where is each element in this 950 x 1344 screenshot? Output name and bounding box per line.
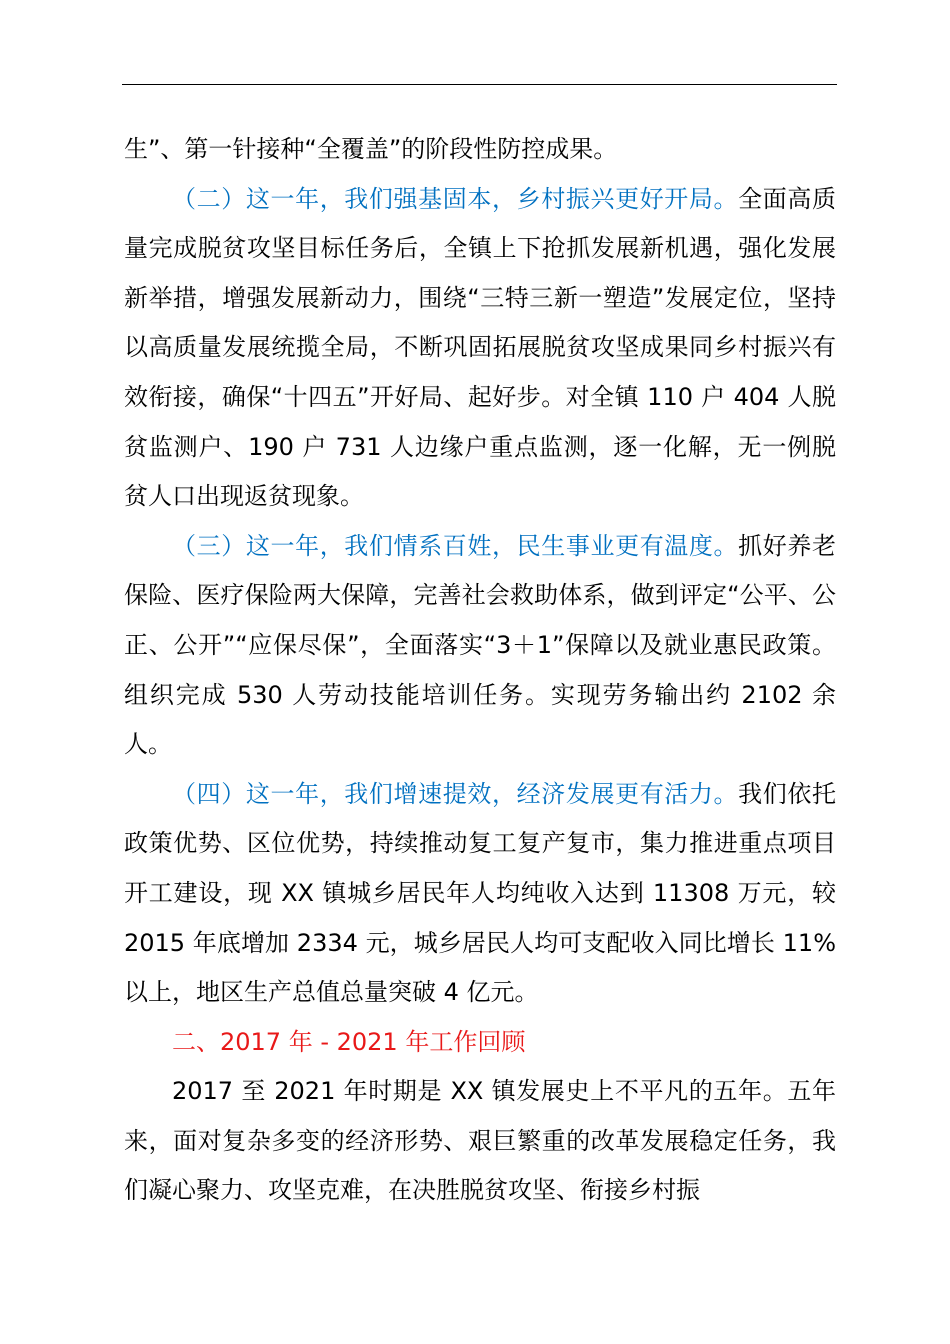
subheading-blue: （四）这一年，我们增速提效，经济发展更有活力。 xyxy=(172,779,739,808)
subheading-blue: （三）这一年，我们情系百姓，民生事业更有温度。 xyxy=(172,531,739,560)
document-body xyxy=(124,125,836,1216)
paragraph-text: 生”、第一针接种“全覆盖”的阶段性防控成果。 xyxy=(124,135,618,163)
paragraph-review: 2017 至 2021 年时期是 XX 镇发展史上不平凡的五年。五年来，面对复杂多变的经济形势、艰巨繁重的改革发展稳定任务，我们凝心聚力、攻坚克难，在决胜脱贫攻坚、衔接乡村振 xyxy=(124,1077,836,1205)
header-rule xyxy=(122,84,837,85)
paragraph-economy xyxy=(124,770,836,1018)
subheading-blue: （二）这一年，我们强基固本，乡村振兴更好开局。 xyxy=(172,184,739,213)
paragraph-text: 我们依托政策优势、区位优势，持续推动复工复产复市，集力推进重点项目开工建设，现 XX 镇城乡居民年人均纯收入达到 11308 万元，较 2015 年底增加 2334 元，城乡居民人均可支配收入同比增长 11%以上，地区生产总值总量突破 4 亿元。 xyxy=(124,779,837,1007)
paragraph-continuation xyxy=(124,125,836,175)
paragraph-text: 全面高质量完成脱贫攻坚目标任务后，全镇上下抢抓发展新机遇，强化发展新举措，增强发展新动力，围绕“三特三新一塑造”发展定位，坚持以高质量发展统揽全局，不断巩固拓展脱贫攻坚成果同乡村振兴有效衔接，确保“十四五”开好局、起好步。对全镇 110 户 404 人脱贫监测户、190 户 731 人边缘户重点监测，逐一化解，无一例脱贫人口出现返贫现象。 xyxy=(124,184,837,511)
paragraph-text: 抓好养老保险、医疗保险两大保障，完善社会救助体系，做到评定“公平、公正、公开”“应保尽保”，全面落实“3＋1”保障以及就业惠民政策。组织完成 530 人劳动技能培训任务。实现劳务输出约 2102 余人。 xyxy=(124,531,837,759)
paragraph-livelihood xyxy=(124,522,836,770)
paragraph-rural-revitalization xyxy=(124,175,836,522)
section-heading: 二、2017 年 - 2021 年工作回顾 xyxy=(172,1027,526,1056)
